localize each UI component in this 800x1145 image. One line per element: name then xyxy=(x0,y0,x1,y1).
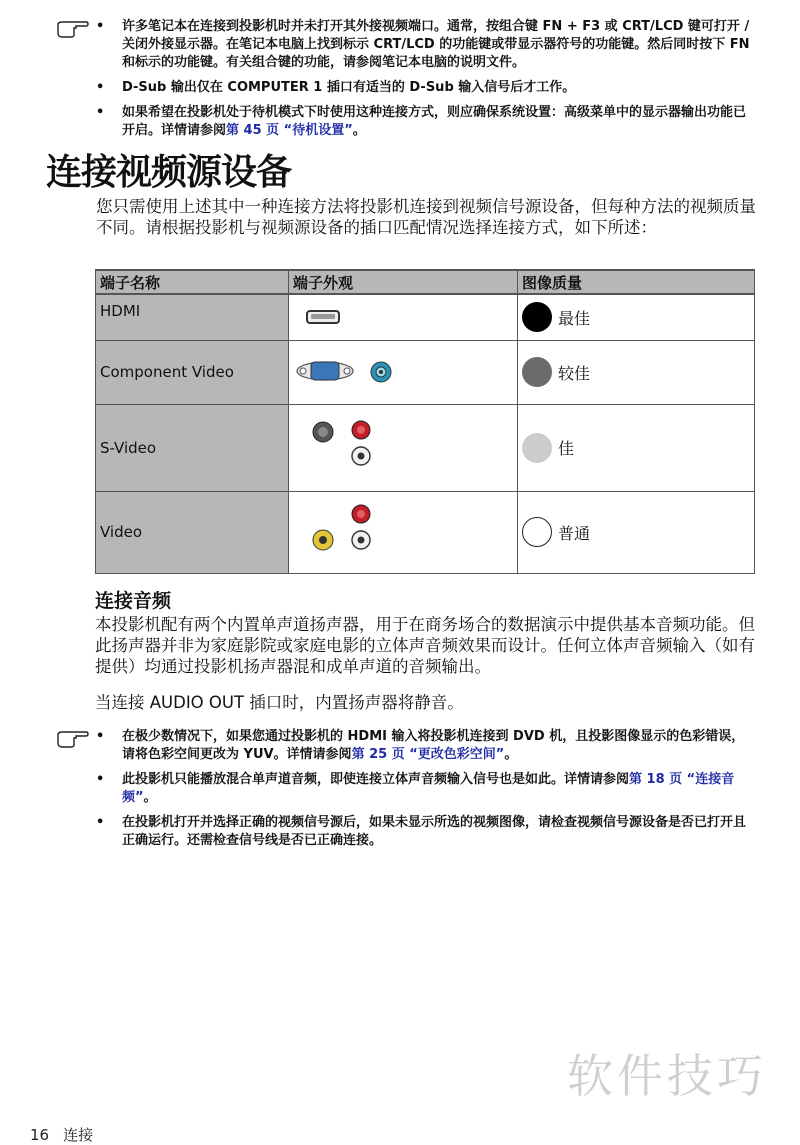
quality-dot-normal xyxy=(522,517,552,547)
quality-dot-better xyxy=(522,357,552,387)
note-block-top xyxy=(56,18,756,147)
link-standby-settings[interactable]: 第 45 页 “待机设置” xyxy=(226,123,353,138)
terminal-name: S-Video xyxy=(96,404,289,491)
page-number: 16 xyxy=(30,1126,50,1144)
link-color-space[interactable]: 第 25 页 “更改色彩空间” xyxy=(351,747,505,762)
terminal-name: Component Video xyxy=(96,340,289,404)
intro-paragraph: 您只需使用上述其中一种连接方法将投影机连接到视频信号源设备，但每种方法的视频质量不同。请根据投影机与视频源设备的插口匹配情况选择连接方式，如下所述： xyxy=(96,197,756,237)
note-item: • 在极少数情况下，如果您通过投影机的 HDMI 输入将投影机连接到 DVD 机，且投影图像显示的色彩错误，请将色彩空间更改为 YUV。详情请参阅第 25 页 “更改色彩空间”。 xyxy=(96,729,745,762)
vga-and-rca-connector-icon xyxy=(295,358,405,388)
note-item: • 在投影机打开并选择正确的视频信号源后，如果未显示所选的视频图像，请检查视频信号源设备是否已打开且正确运行。还需检查信号线是否已正确连接。 xyxy=(96,815,747,848)
note-item: • 许多笔记本在连接到投影机时并未打开其外接视频端口。通常，按组合键 FN + F3 或 CRT/LCD 键可打开 / 关闭外接显示器。在笔记本电脑上找到标示 CRT/LCD 的功能键或带显示器符号的功能键。然后同时按下 FN 和标示的功能键。有关组合键的功能，请参阅笔记本电脑的说明文件。 xyxy=(96,19,750,70)
audio-heading: 连接音频 xyxy=(95,590,172,612)
table-row xyxy=(96,340,755,404)
terminal-look xyxy=(289,294,518,340)
table-row xyxy=(96,294,755,340)
note-item: • D-Sub 输出仅在 COMPUTER 1 插口有适当的 D-Sub 输入信号后才工作。 xyxy=(96,80,576,95)
quality-dot-good xyxy=(522,433,552,463)
watermark: 软件技巧 xyxy=(567,1049,767,1103)
header-terminal-look: 端子外观 xyxy=(289,270,518,294)
audio-paragraph: 本投影机配有两个内置单声道扬声器，用于在商务场合的数据演示中提供基本音频功能。但此扬声器并非为家庭影院或家庭电影的立体声音频效果而设计。任何立体声音频输入（如有提供）均通过投影机扬声器混和成单声道的音频输出。 xyxy=(95,615,755,676)
composite-and-audio-connector-icon xyxy=(309,500,399,560)
connection-table xyxy=(95,269,755,574)
image-quality: 较佳 xyxy=(518,340,755,404)
link-connect-audio[interactable]: 第 18 页 “连接音频” xyxy=(122,772,735,805)
table-header-row xyxy=(96,270,755,294)
terminal-name: Video xyxy=(96,491,289,573)
section-name: 连接 xyxy=(63,1126,94,1144)
note-item: • 如果希望在投影机处于待机模式下时使用这种连接方式，则应确保系统设置：高级菜单中的显示器输出功能已开启。详情请参阅第 45 页 “待机设置”。 xyxy=(96,105,747,138)
hdmi-port-icon xyxy=(301,303,361,333)
page-footer xyxy=(30,1124,107,1145)
image-quality: 佳 xyxy=(518,404,755,491)
note-item: • 此投影机只能播放混合单声道音频，即使连接立体声音频输入信号也是如此。详情请参阅第 18 页 “连接音频”。 xyxy=(96,772,735,805)
svideo-and-audio-connector-icon xyxy=(309,416,399,476)
page-title: 连接视频源设备 xyxy=(46,152,292,193)
terminal-look xyxy=(289,340,518,404)
table-row xyxy=(96,491,755,573)
terminal-name: HDMI xyxy=(96,294,289,340)
image-quality: 最佳 xyxy=(518,294,755,340)
terminal-look xyxy=(289,491,518,573)
audio-out-paragraph: 当连接 AUDIO OUT 插口时，内置扬声器将静音。 xyxy=(95,693,464,712)
note-block-bottom xyxy=(56,728,756,857)
header-terminal-name: 端子名称 xyxy=(96,270,289,294)
table-row xyxy=(96,404,755,491)
image-quality: 普通 xyxy=(518,491,755,573)
quality-dot-best xyxy=(522,302,552,332)
header-image-quality: 图像质量 xyxy=(518,270,755,294)
terminal-look xyxy=(289,404,518,491)
